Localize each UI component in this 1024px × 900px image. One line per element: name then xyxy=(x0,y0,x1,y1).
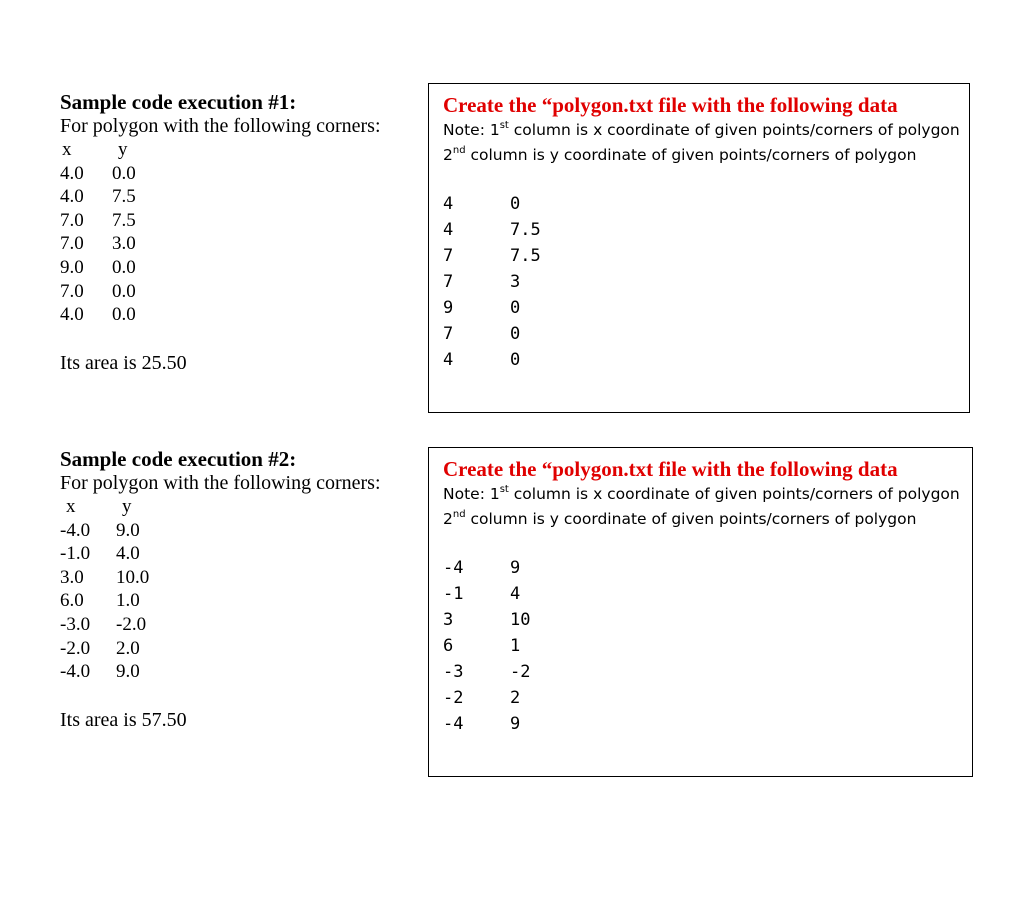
ordinal-suffix: st xyxy=(499,119,509,131)
y-value: 0 xyxy=(510,324,521,344)
x-value: 4 xyxy=(443,350,454,370)
x-value: 7 xyxy=(443,246,454,266)
table-row xyxy=(60,256,136,280)
note-text: column is x coordinate of given points/corners of polygon xyxy=(508,485,960,503)
table-row xyxy=(443,269,541,295)
y-value: 1.0 xyxy=(116,590,140,612)
note-line-2 xyxy=(443,143,969,168)
sample-intro: For polygon with the following corners: xyxy=(60,472,381,494)
table-row xyxy=(443,685,530,711)
y-header: y xyxy=(122,496,132,517)
corners-table xyxy=(60,495,149,684)
x-value: 3.0 xyxy=(60,566,84,588)
x-value: 4.0 xyxy=(60,304,84,326)
table-row xyxy=(60,660,149,684)
ordinal-suffix: st xyxy=(499,483,509,495)
table-row xyxy=(443,711,530,737)
x-value: 4.0 xyxy=(60,162,84,184)
table-row xyxy=(60,232,136,256)
ordinal-suffix: nd xyxy=(452,144,466,156)
y-value: 7.5 xyxy=(510,246,541,266)
y-value: 0 xyxy=(510,298,521,318)
x-value: -3 xyxy=(443,662,464,682)
note-line-1 xyxy=(443,118,969,143)
x-value: 4 xyxy=(443,194,454,214)
table-row xyxy=(443,659,530,685)
sample-intro: For polygon with the following corners: xyxy=(60,115,381,137)
x-value: -4 xyxy=(443,714,464,734)
table-row xyxy=(60,637,149,661)
y-value: 9 xyxy=(510,714,521,734)
note-text: column is y coordinate of given points/corners of polygon xyxy=(465,510,917,528)
x-value: 9.0 xyxy=(60,256,84,278)
x-value: 7 xyxy=(443,324,454,344)
polygon-file-box-1 xyxy=(428,83,970,413)
y-value: 0.0 xyxy=(112,162,136,184)
y-value: 2.0 xyxy=(116,637,140,659)
x-value: 9 xyxy=(443,298,454,318)
corners-table xyxy=(60,138,136,327)
x-value: -4 xyxy=(443,558,464,578)
table-row xyxy=(60,589,149,613)
x-value: -4.0 xyxy=(60,661,91,683)
y-value: 4.0 xyxy=(116,543,140,565)
y-value: 3.0 xyxy=(112,233,136,255)
y-value: 4 xyxy=(510,584,521,604)
table-row xyxy=(443,347,541,373)
x-value: -1 xyxy=(443,584,464,604)
x-value: 7 xyxy=(443,272,454,292)
x-value: 7.0 xyxy=(60,209,84,231)
y-value: 0 xyxy=(510,194,521,214)
x-value: 4 xyxy=(443,220,454,240)
y-value: 0 xyxy=(510,350,521,370)
table-row xyxy=(60,613,149,637)
y-value: 10 xyxy=(510,610,531,630)
y-value: 1 xyxy=(510,636,521,656)
x-value: -1.0 xyxy=(60,543,91,565)
y-value: 3 xyxy=(510,272,521,292)
table-row xyxy=(60,566,149,590)
y-value: -2.0 xyxy=(116,613,147,635)
y-value: 9 xyxy=(510,558,521,578)
x-header: x xyxy=(66,496,76,517)
x-value: -3.0 xyxy=(60,613,91,635)
y-value: 9.0 xyxy=(116,519,140,541)
table-header xyxy=(60,495,149,519)
y-value: -2 xyxy=(510,662,531,682)
note-text: Note: 1 xyxy=(443,121,500,139)
x-value: 3 xyxy=(443,610,454,630)
y-value: 0.0 xyxy=(112,256,136,278)
x-header: x xyxy=(62,139,72,160)
area-result: Its area is 57.50 xyxy=(60,708,187,731)
note-line-2 xyxy=(443,507,972,532)
sample-execution-2 xyxy=(60,447,420,732)
table-row xyxy=(443,243,541,269)
x-value: -2.0 xyxy=(60,637,91,659)
table-row xyxy=(443,321,541,347)
y-value: 7.5 xyxy=(112,209,136,231)
y-value: 2 xyxy=(510,688,521,708)
box-heading: Create the “polygon.txt file with the following data xyxy=(443,457,898,481)
x-value: -4.0 xyxy=(60,519,91,541)
note-text: 2 xyxy=(443,146,453,164)
y-value: 7.5 xyxy=(510,220,541,240)
table-row xyxy=(443,633,530,659)
table-row xyxy=(443,555,530,581)
note-text: 2 xyxy=(443,510,453,528)
x-value: 6 xyxy=(443,636,454,656)
y-value: 0.0 xyxy=(112,304,136,326)
table-row xyxy=(443,581,530,607)
table-row xyxy=(443,191,541,217)
y-value: 0.0 xyxy=(112,280,136,302)
ordinal-suffix: nd xyxy=(452,508,466,520)
table-row xyxy=(60,280,136,304)
y-value: 10.0 xyxy=(116,566,150,588)
table-row xyxy=(443,295,541,321)
table-row xyxy=(60,185,136,209)
note-text: column is y coordinate of given points/corners of polygon xyxy=(465,146,917,164)
x-value: 6.0 xyxy=(60,590,84,612)
y-value: 9.0 xyxy=(116,661,140,683)
sample-title: Sample code execution #1: xyxy=(60,90,297,114)
table-row xyxy=(443,217,541,243)
y-value: 7.5 xyxy=(112,186,136,208)
x-value: 7.0 xyxy=(60,280,84,302)
area-result: Its area is 25.50 xyxy=(60,351,187,374)
x-value: -2 xyxy=(443,688,464,708)
sample-execution-1 xyxy=(60,90,420,375)
x-value: 7.0 xyxy=(60,233,84,255)
table-row xyxy=(60,303,136,327)
note-line-1 xyxy=(443,482,972,507)
table-row xyxy=(443,607,530,633)
x-value: 4.0 xyxy=(60,186,84,208)
table-row xyxy=(60,209,136,233)
polygon-file-box-2 xyxy=(428,447,973,777)
box-heading: Create the “polygon.txt file with the following data xyxy=(443,93,898,117)
y-header: y xyxy=(118,139,128,160)
file-data-table xyxy=(443,555,530,737)
table-row xyxy=(60,519,149,543)
table-row xyxy=(60,542,149,566)
file-data-table xyxy=(443,191,541,373)
table-header xyxy=(60,138,136,162)
table-row xyxy=(60,162,136,186)
sample-title: Sample code execution #2: xyxy=(60,447,297,471)
note-text: Note: 1 xyxy=(443,485,500,503)
note-text: column is x coordinate of given points/corners of polygon xyxy=(508,121,960,139)
